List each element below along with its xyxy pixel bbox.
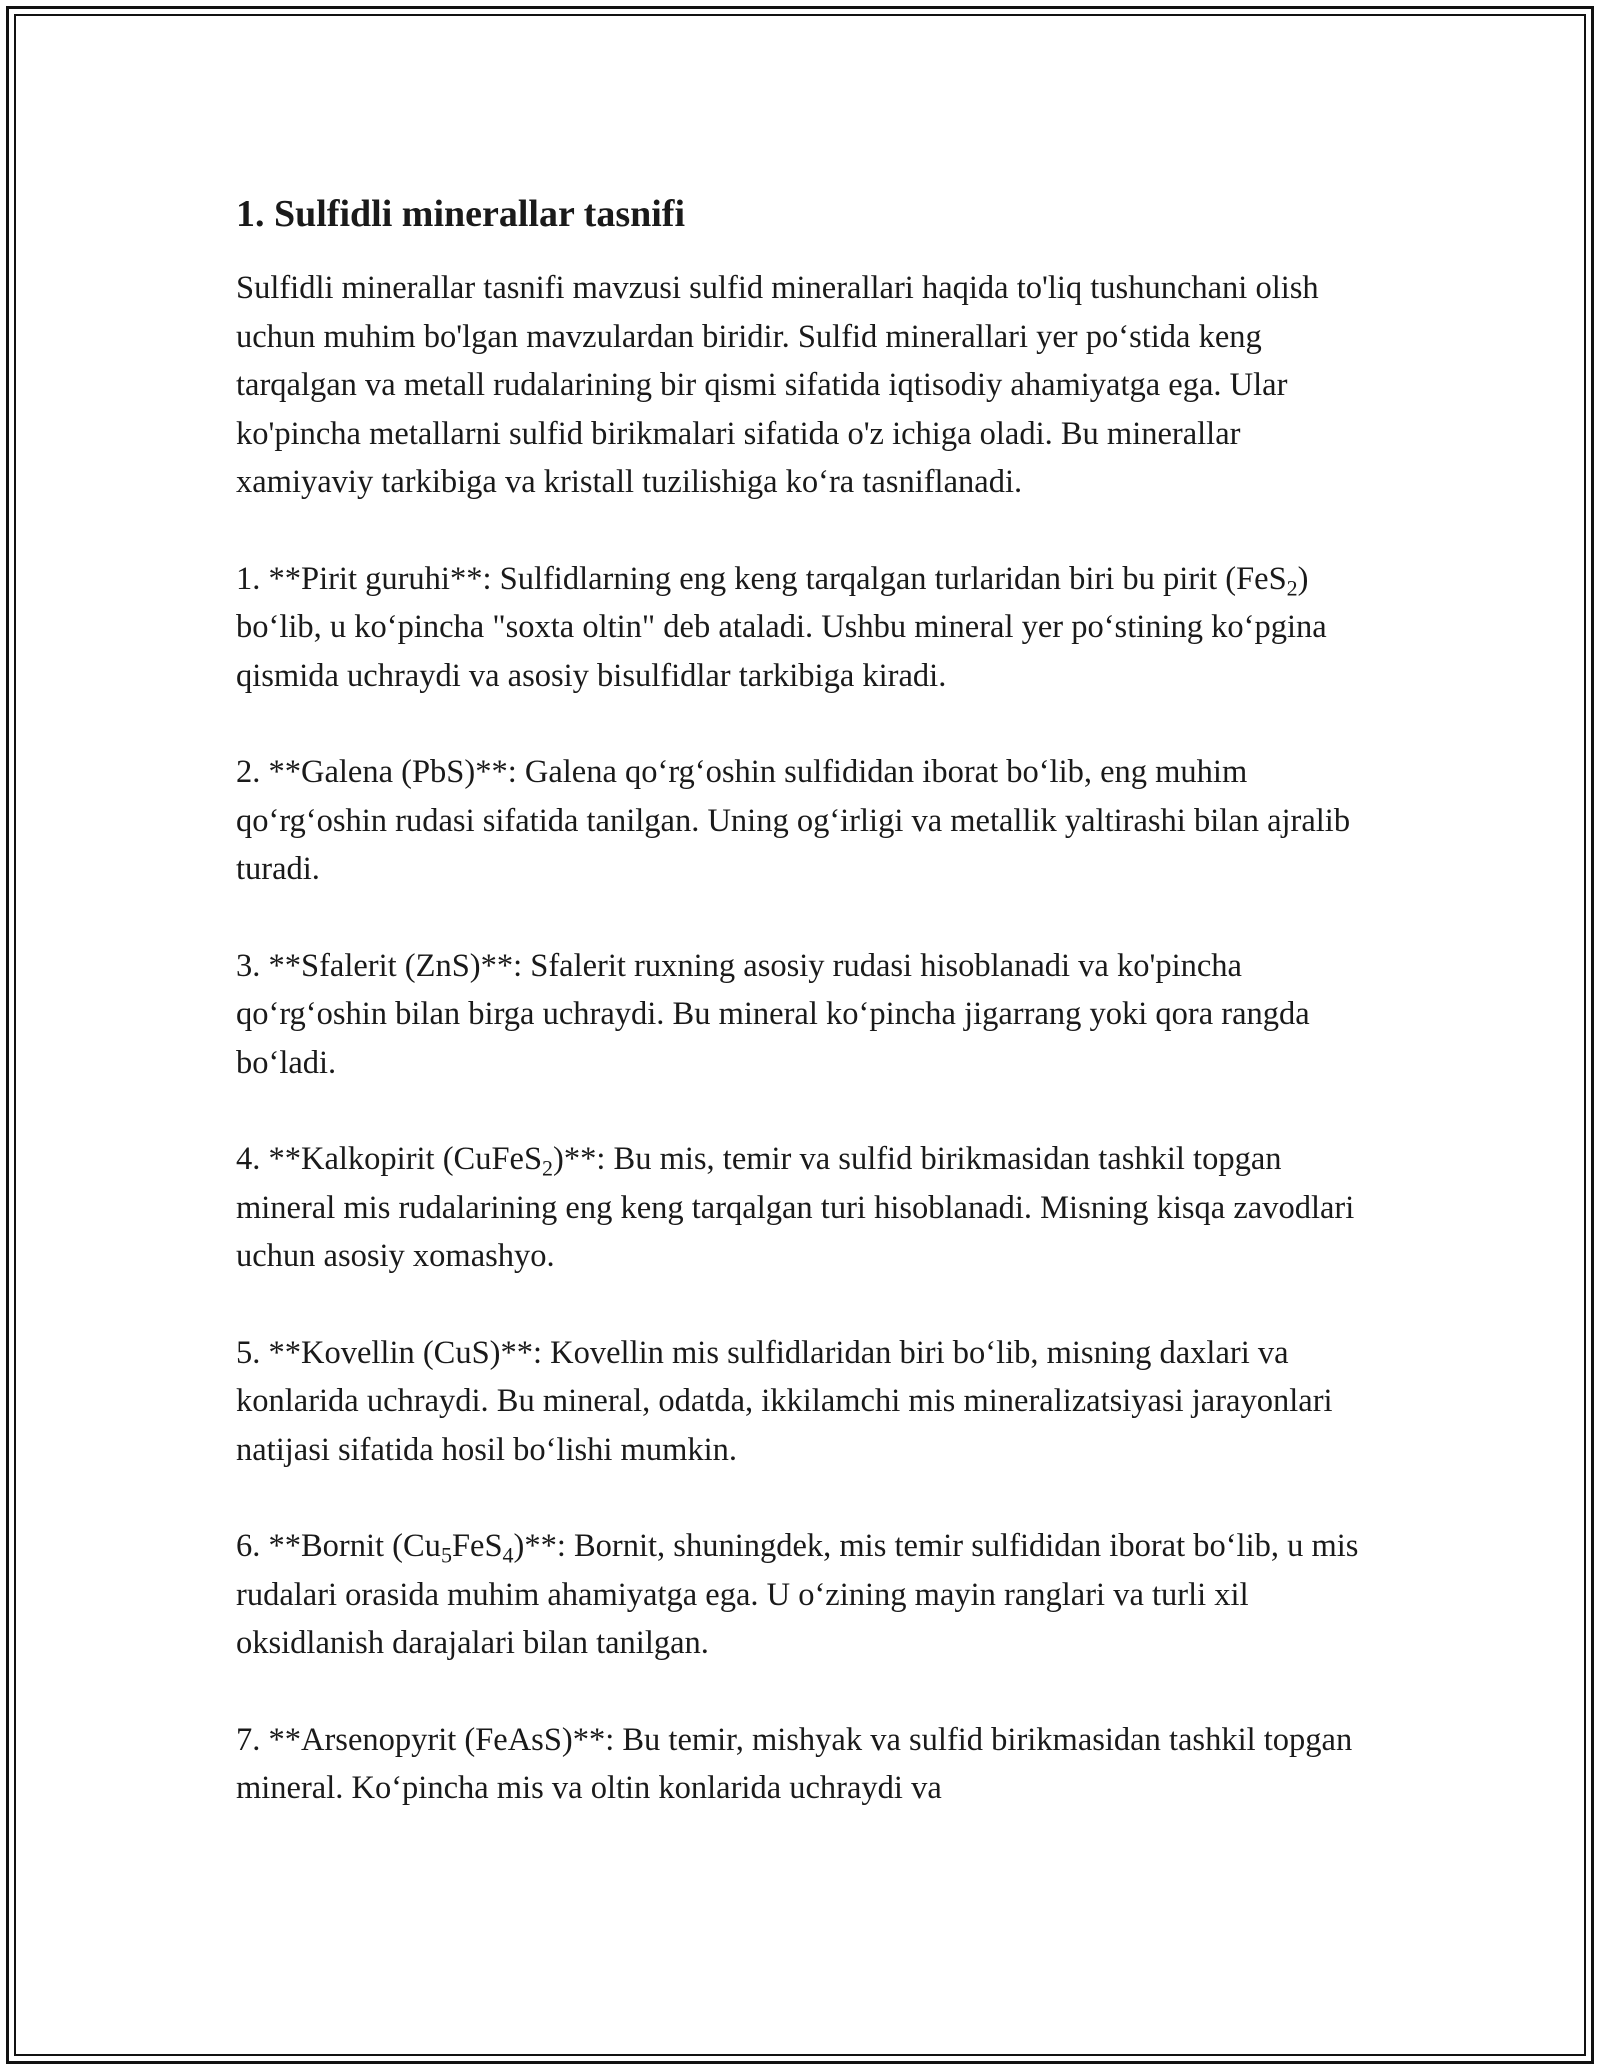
item-text: 1. **Pirit guruhi**: Sulfidlarning eng keng tarqalgan turlaridan biri bu pirit (FeS [236, 560, 1287, 597]
item-text: ) bo‘lib, u ko‘pincha "soxta oltin" deb ataladi. Ushbu mineral yer po‘stining ko‘pgina qismida uchraydi va asosiy bisulfidlar tarkibiga kiradi. [236, 560, 1327, 694]
intro-paragraph: Sulfidli minerallar tasnifi mavzusi sulfid minerallari haqida to'liq tushunchani olish uchun muhim bo'lgan mavzulardan biridir. Sulfid minerallari yer po‘stida keng tarqalgan va metall rudalarining bir qismi sifatida iqtisodiy ahamiyatga ega. Ular ko'pincha metallarni sulfid birikmalari sifatida o'z ichiga oladi. Bu minerallar xamiyaviy tarkibiga va kristall tuzilishiga ko‘ra tasniflanadi. [236, 270, 1319, 500]
list-item-pirit [236, 555, 1364, 701]
subscript: 5 [440, 1542, 452, 1568]
list-item-sfalerit: 3. **Sfalerit (ZnS)**: Sfalerit ruxning asosiy rudasi hisoblanadi va ko'pincha qo‘rg‘oshin bilan birga uchraydi. Bu mineral ko‘pincha jigarrang yoki qora rangda bo‘ladi. [236, 947, 1310, 1081]
list-item-kovellin: 5. **Kovellin (CuS)**: Kovellin mis sulfidlaridan biri bo‘lib, misning daxlari va konlarida uchraydi. Bu mineral, odatda, ikkilamchi mis mineralizatsiyasi jarayonlari natijasi sifatida hosil bo‘lishi mumkin. [236, 1334, 1333, 1468]
item-text: 6. **Bornit (Cu [236, 1528, 441, 1564]
item-text: )**: Bornit, shuningdek, mis temir sulfididan iborat bo‘lib, u mis rudalari orasida muhim ahamiyatga ega. U o‘zining mayin ranglari va turli xil oksidlanish darajalari bilan tanilgan. [236, 1528, 1359, 1661]
subscript: 2 [1286, 575, 1298, 601]
item-text: 4. **Kalkopirit (CuFeS [236, 1141, 543, 1177]
item-text: FeS [451, 1528, 503, 1564]
subscript: 4 [502, 1542, 514, 1568]
section-heading: 1. Sulfidli minerallar tasnifi [236, 193, 686, 235]
list-item-arsenopyrit: 7. **Arsenopyrit (FeAsS)**: Bu temir, mishyak va sulfid birikmasidan tashkil topgan mineral. Ko‘pincha mis va oltin konlarida uchraydi va [236, 1721, 1353, 1806]
subscript: 2 [542, 1155, 554, 1181]
document-body [236, 186, 1364, 1861]
item-text: )**: Bu mis, temir va sulfid birikmasidan tashkil topgan mineral mis rudalarining eng keng tarqalgan turi hisoblanadi. Misning kisqa zavodlari uchun asosiy xomashyo. [236, 1141, 1355, 1274]
list-item-bornit [236, 1522, 1364, 1668]
list-item-kalkopirit [236, 1135, 1364, 1281]
list-item-galena: 2. **Galena (PbS)**: Galena qo‘rg‘oshin sulfididan iborat bo‘lib, eng muhim qo‘rg‘oshin rudasi sifatida tanilgan. Uning og‘irligi va metallik yaltirashi bilan ajralib turadi. [236, 754, 1351, 887]
